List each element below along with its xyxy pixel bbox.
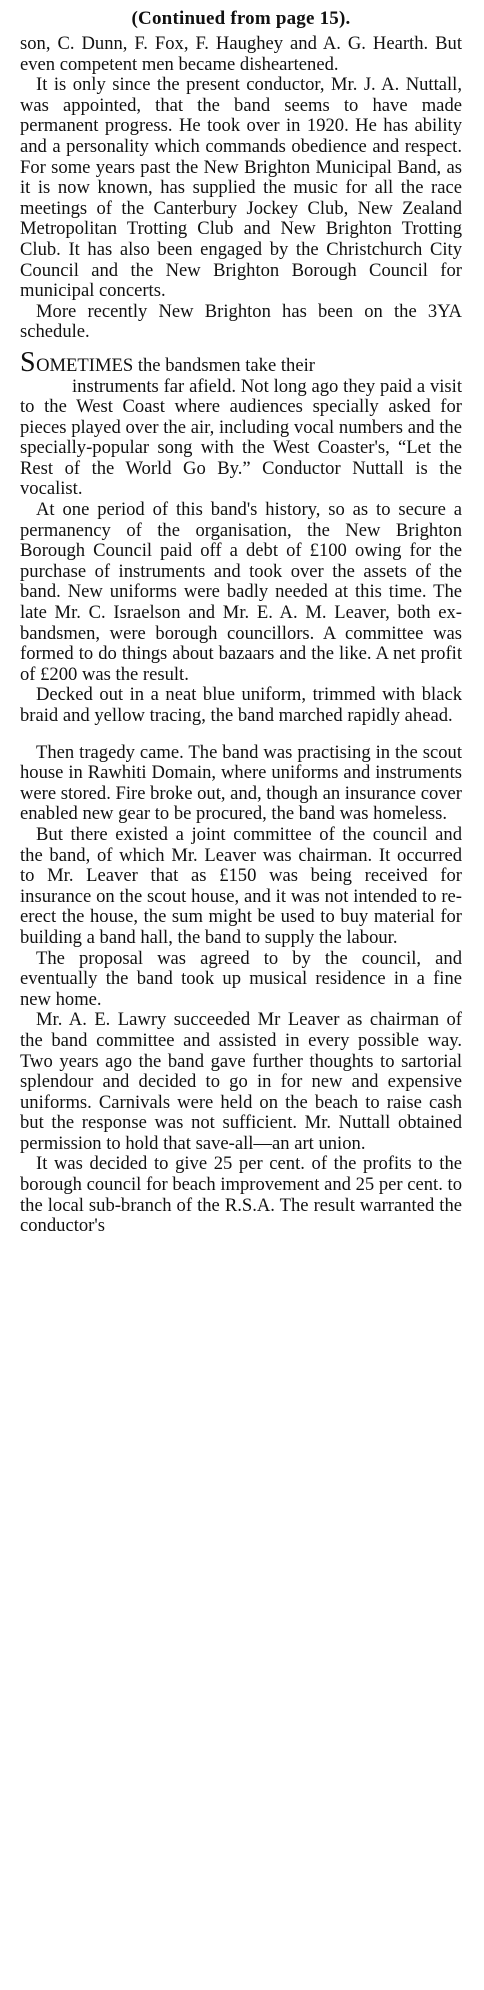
continued-note: (Continued from page 15). bbox=[131, 8, 351, 29]
paragraph-9: The proposal was agreed to by the council, and eventually the band took up musical residence in a fine new home. bbox=[20, 947, 462, 1010]
paragraph-3: More recently New Brighton has been on the 3YA schedule. bbox=[20, 300, 462, 343]
dropcap-letter: S bbox=[20, 346, 37, 378]
paragraph-6: Decked out in a neat blue uniform, trimmed with black braid and yellow tracing, the band marched rapidly ahead. bbox=[20, 684, 462, 726]
paragraph-5: At one period of this band's history, so as to secure a permanency of the organisation, the New Brighton Borough Council paid off a debt of £100 owing for the purchase of instruments and took over the assets of the band. New uniforms were badly needed at this time. The late Mr. C. Israelson and Mr. E. A. M. Leaver, both ex-bandsmen, were borough councillors. A committee was formed to do things about bazaars and the like. A net profit of £200 was the result. bbox=[20, 499, 462, 685]
paragraph-11: It was decided to give 25 per cent. of the profits to the borough council for beach improvement and 25 per cent. to the local sub-branch of the R.S.A. The result warranted the conductor's bbox=[20, 1153, 462, 1237]
paragraph-4: instruments far afield. Not long ago they paid a visit to the West Coast where audiences specially asked for pieces played over the air, including vocal numbers and the specially-popular song with the West Coaster's, “Let the Rest of the World Go By.” Conductor Nuttall is the vocalist. bbox=[20, 375, 462, 500]
paragraph-2: It is only since the present conductor, Mr. J. A. Nuttall, was appointed, that the band seems to have made permanent progress. He took over in 1920. He has ability and a personality which commands obedience and respect. For some years past the New Brighton Municipal Band, as it is now known, has supplied the music for all the race meetings of the Canterbury Jockey Club, New Zealand Metropolitan Trotting Club and New Brighton Trotting Club. It has also been engaged by the Christchurch City Council and the New Brighton Borough Council for municipal concerts. bbox=[20, 74, 462, 302]
paragraph-10: Mr. A. E. Lawry succeeded Mr Leaver as chairman of the band committee and assisted in every possible way. Two years ago the band gave further thoughts to sartorial splendour and decided to go in for new and expensive uniforms. Carnivals were held on the beach to raise cash but the response was not sufficient. Mr. Nuttall obtained permission to hold that save-all—an art union. bbox=[20, 1009, 462, 1154]
paragraph-7: Then tragedy came. The band was practising in the scout house in Rawhiti Domain, where uniforms and instruments were stored. Fire broke out, and, though an insurance cover enabled new gear to be procured, the band was homeless. bbox=[20, 741, 462, 825]
opening-line-rest: the bandsmen take their bbox=[133, 354, 315, 376]
caps-word: OMETIMES bbox=[36, 354, 134, 376]
section-opening bbox=[20, 346, 462, 378]
paragraph-8: But there existed a joint committee of the council and the band, of which Mr. Leaver was chairman. It occurred to Mr. Leaver that as £150 was being received for insurance on the scout house, and it was not intended to re-erect the house, the sum might be used to buy material for building a band hall, the band to supply the labour. bbox=[20, 823, 462, 948]
paragraph-1: son, C. Dunn, F. Fox, F. Haughey and A. G. Hearth. But even competent men became disheartened. bbox=[20, 33, 462, 75]
